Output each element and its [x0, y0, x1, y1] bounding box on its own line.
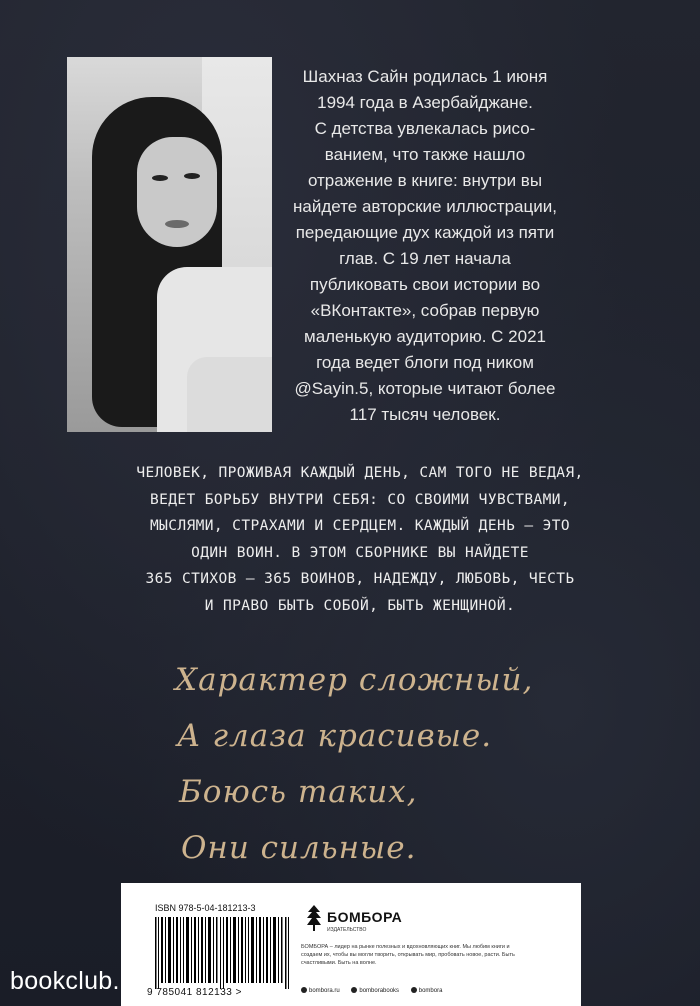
publisher-description: БОМБОРА – лидер на рынке полезных и вдохновляющих книг. Мы любим книги и создаем их, чтобы вы могли творить, открывать мир, пробовать новое, расти. Быть счастливыми. Быть на волне. — [301, 944, 515, 966]
bio-line: публиковать свои истории во — [309, 275, 541, 294]
author-photo — [67, 57, 272, 432]
bio-line: передающие дух каждой из пяти — [295, 223, 555, 242]
poem-line: А глаза красивые. — [177, 718, 493, 754]
poem-line: Боюсь таких, — [179, 774, 418, 810]
vk-icon — [301, 987, 307, 993]
bio-line: С детства увлекалась рисо- — [314, 119, 536, 138]
bio-line: глав. С 19 лет начала — [339, 249, 511, 268]
blurb-line: ОДИН ВОИН. В ЭТОМ СБОРНИКЕ ВЫ НАЙДЕТЕ — [191, 544, 529, 561]
bio-line: 1994 года в Азербайджане. — [317, 93, 533, 112]
bio-line: найдете авторские иллюстрации, — [293, 197, 557, 216]
bio-line: 117 тысяч человек. — [349, 405, 501, 424]
poem-line: Они сильные. — [181, 830, 417, 866]
author-bio — [283, 64, 567, 428]
poem-line: Характер сложный, — [175, 662, 534, 698]
blurb-line: 365 СТИХОВ — 365 ВОИНОВ, НАДЕЖДУ, ЛЮБОВЬ, ЧЕСТЬ — [145, 571, 575, 587]
publisher-name: БОМБОРА — [327, 909, 403, 925]
blurb-line: ЧЕЛОВЕК, ПРОЖИВАЯ КАЖДЫЙ ДЕНЬ, САМ ТОГО НЕ ВЕДАЯ, — [136, 465, 584, 481]
social-instagram[interactable]: bomborabooks — [351, 988, 399, 994]
bombora-logo-icon — [305, 903, 323, 933]
bio-line: года ведет блоги под ником — [316, 353, 534, 372]
bio-line: @Sayin.5, которые читают более — [294, 379, 556, 398]
instagram-icon — [351, 987, 357, 993]
social-telegram[interactable]: bombora — [411, 988, 443, 994]
publisher-brand — [305, 903, 445, 933]
isbn-text: ISBN 978-5-04-181213-3 — [155, 903, 256, 913]
bio-line: Шахназ Сайн родилась 1 июня — [302, 67, 548, 86]
publisher-sub: ИЗДАТЕЛЬСТВО — [327, 927, 367, 933]
bio-line: ванием, что также нашло — [324, 145, 526, 164]
blurb-line: И ПРАВО БЫТЬ СОБОЙ, БЫТЬ ЖЕНЩИНОЙ. — [204, 597, 516, 614]
social-site[interactable]: bombora.ru — [301, 988, 340, 994]
watermark-text: bookclub.by — [10, 967, 147, 995]
barcode-panel — [121, 883, 581, 1006]
bio-line: отражение в книге: внутри вы — [307, 171, 543, 190]
telegram-icon — [411, 987, 417, 993]
blurb-line: ВЕДЕТ БОРЬБУ ВНУТРИ СЕБЯ: СО СВОИМИ ЧУВСТВАМИ, — [150, 491, 570, 508]
barcode-number: 9 785041 812133 > — [147, 987, 242, 998]
book-blurb — [60, 460, 660, 619]
bio-line: маленькую аудиторию. С 2021 — [304, 327, 546, 346]
publisher-socials — [301, 987, 452, 994]
bio-line: «ВКонтакте», собрав первую — [310, 301, 540, 320]
barcode-icon — [155, 917, 290, 989]
blurb-line: МЫСЛЯМИ, СТРАХАМИ И СЕРДЦЕМ. КАЖДЫЙ ДЕНЬ — ЭТО — [150, 518, 570, 534]
